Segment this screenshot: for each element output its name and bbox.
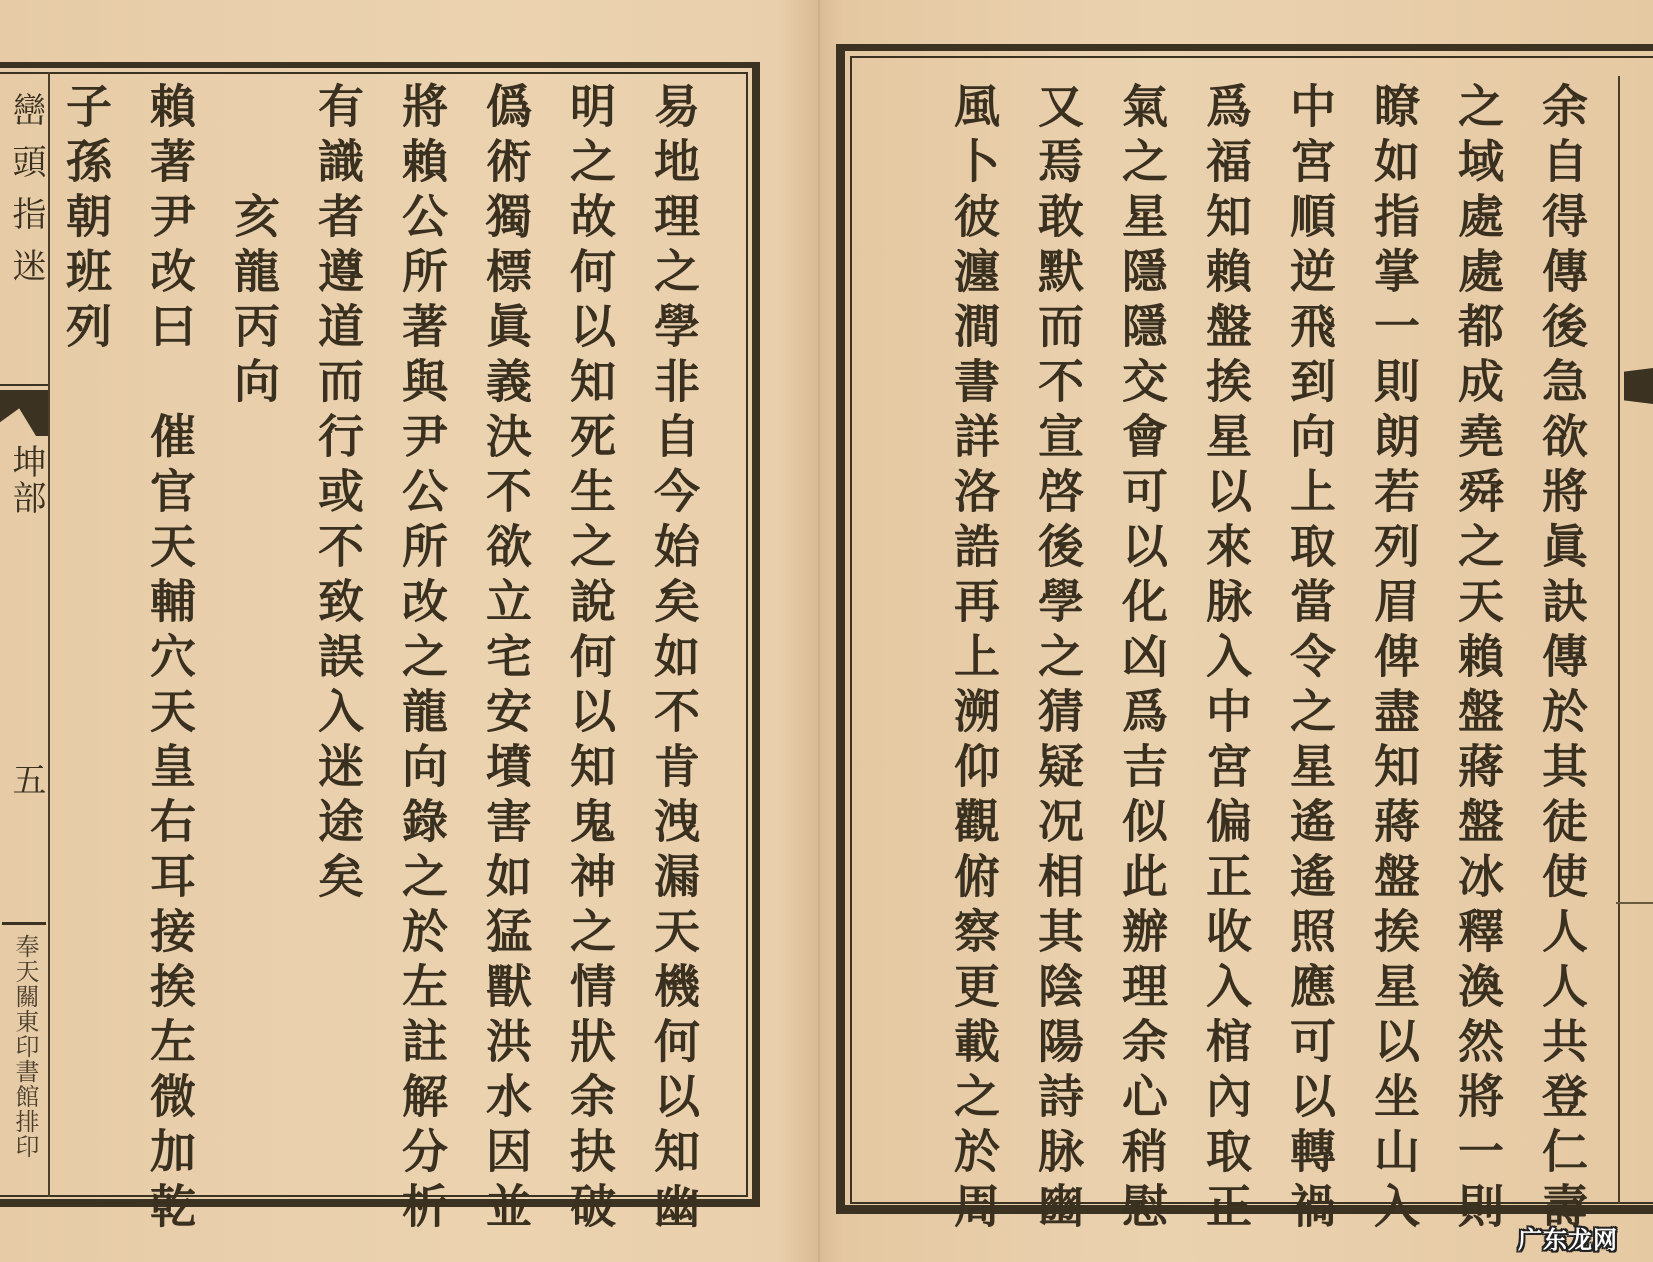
fishtail-mark-icon [1624, 368, 1653, 404]
text-column: 明之故何以知死生之說何以知鬼神之情狀余抉破 [563, 82, 617, 1237]
text-column: 有識者遵道而行或不致誤入迷途矣 [311, 82, 365, 907]
text-column: 之域處處都成堯舜之天賴盤蔣盤冰釋渙然將一則 [1451, 82, 1505, 1237]
text-column: 賴著尹改曰 催官天輔穴天皇右耳接挨左微加乾 [143, 82, 197, 1237]
book-gutter [818, 0, 820, 1262]
fishtail-mark-icon [0, 390, 48, 436]
book-title: 巒頭指迷 [6, 92, 46, 300]
right-margin-tick [1616, 902, 1653, 904]
section-name: 坤部 [6, 444, 46, 516]
text-column: 子孫朝班列 [59, 82, 113, 357]
text-column: 風卜彼瀍澗書詳洛誥再上溯仰觀俯察更載之於周 [947, 82, 1001, 1237]
page-margin-column [0, 72, 50, 1197]
right-margin-rule [1618, 76, 1620, 1204]
text-column: 僞術獨標眞義決不欲立宅安墳害如猛獸洪水因並 [479, 82, 533, 1237]
site-watermark: 广东龙网 [1518, 1226, 1618, 1254]
margin-divider [2, 922, 46, 925]
text-column: 中宮順逆飛到向上取當令之星遙遙照應可以轉禍 [1283, 82, 1337, 1237]
fishtail-rule [0, 384, 48, 386]
text-column: 易地理之學非自今始矣如不肯洩漏天機何以知幽 [647, 82, 701, 1237]
text-column: 瞭如指掌一則朗若列眉俾盡知蔣盤挨星以坐山入 [1367, 82, 1421, 1237]
text-column: 爲福知賴盤挨星以來脉入中宮偏正收入棺內取正 [1199, 82, 1253, 1237]
text-column: 余自得傳後急欲將眞訣傳於其徒使人人共登仁壽 [1535, 82, 1589, 1237]
publisher-imprint: 奉天關東印書館排印 [11, 934, 39, 1159]
text-column: 又焉敢默而不宣啓後學之猜疑况相其陰陽詩脉豳 [1031, 82, 1085, 1237]
text-column: 將賴公所著與尹公所改之龍向錄之於左註解分析 [395, 82, 449, 1237]
page-number: 五 [6, 762, 46, 796]
heading-column: 亥龍丙向 [227, 192, 281, 412]
text-column: 氣之星隱隱交會可以化凶爲吉似此辦理余心稍慰 [1115, 82, 1169, 1237]
